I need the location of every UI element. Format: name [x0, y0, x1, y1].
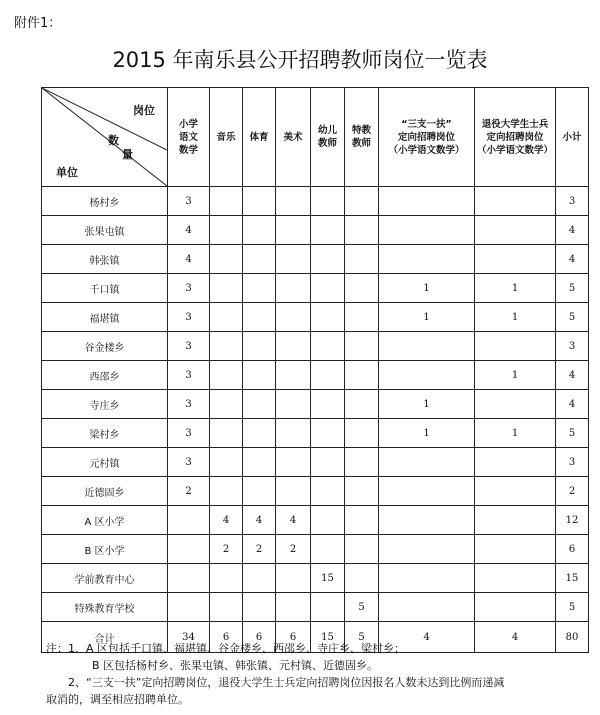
value-cell [475, 535, 556, 564]
value-cell: 3 [168, 419, 210, 448]
value-cell: 3 [168, 361, 210, 390]
value-cell [345, 274, 379, 303]
value-cell: 5 [556, 419, 589, 448]
value-cell [276, 245, 311, 274]
value-cell [210, 564, 243, 593]
unit-cell: 韩张镇 [42, 245, 168, 274]
value-cell: 3 [168, 274, 210, 303]
table-row [42, 419, 589, 448]
value-cell: 2 [210, 535, 243, 564]
value-cell [210, 332, 243, 361]
value-cell [276, 303, 311, 332]
value-cell [475, 477, 556, 506]
unit-cell: 梁村乡 [42, 419, 168, 448]
unit-cell: 学前教育中心 [42, 564, 168, 593]
table-row [42, 361, 589, 390]
page-title: 2015 年南乐县公开招聘教师岗位一览表 [112, 48, 488, 72]
value-cell [311, 419, 345, 448]
value-cell [475, 332, 556, 361]
value-cell [475, 506, 556, 535]
value-cell [345, 187, 379, 216]
unit-cell: 西邵乡 [42, 361, 168, 390]
value-cell [276, 187, 311, 216]
value-cell [276, 593, 311, 622]
value-cell: 1 [475, 303, 556, 332]
value-cell [243, 245, 276, 274]
value-cell: 3 [556, 187, 589, 216]
value-cell: 80 [556, 622, 589, 653]
col-header-special-ed: 特教 教师 [345, 88, 379, 187]
value-cell [243, 216, 276, 245]
unit-cell: 合计 [42, 622, 168, 653]
value-cell: 5 [556, 303, 589, 332]
value-cell [379, 216, 475, 245]
value-cell: 4 [243, 506, 276, 535]
value-cell: 5 [556, 593, 589, 622]
value-cell [210, 216, 243, 245]
value-cell [210, 448, 243, 477]
unit-cell: 谷金楼乡 [42, 332, 168, 361]
value-cell: 4 [210, 506, 243, 535]
value-cell [243, 390, 276, 419]
value-cell [311, 361, 345, 390]
value-cell [243, 303, 276, 332]
value-cell [475, 448, 556, 477]
unit-cell: B 区小学 [42, 535, 168, 564]
value-cell [345, 216, 379, 245]
value-cell [345, 477, 379, 506]
value-cell [345, 390, 379, 419]
col-header-art: 美术 [276, 88, 311, 187]
value-cell: 1 [379, 274, 475, 303]
value-cell [210, 245, 243, 274]
table-row [42, 187, 589, 216]
value-cell: 15 [311, 564, 345, 593]
table-row [42, 477, 589, 506]
note-line-4: 取消的，调至相应招聘单位。 [46, 693, 189, 706]
value-cell [276, 448, 311, 477]
value-cell: 4 [556, 216, 589, 245]
unit-cell: 寺庄乡 [42, 390, 168, 419]
unit-cell: 特殊教育学校 [42, 593, 168, 622]
value-cell [168, 564, 210, 593]
value-cell: 2 [243, 535, 276, 564]
value-cell [276, 477, 311, 506]
value-cell [379, 245, 475, 274]
value-cell [243, 593, 276, 622]
value-cell [311, 593, 345, 622]
table-row [42, 274, 589, 303]
value-cell [311, 274, 345, 303]
value-cell [345, 332, 379, 361]
value-cell: 4 [168, 245, 210, 274]
value-cell [243, 419, 276, 448]
value-cell [276, 332, 311, 361]
note-line-3: 2、“三支一扶”定向招聘岗位，退役大学生士兵定向招聘岗位因报名人数未达到比例而递减 [68, 676, 505, 689]
value-cell [168, 506, 210, 535]
value-cell [276, 361, 311, 390]
col-header-subtotal: 小计 [556, 88, 589, 187]
value-cell [243, 332, 276, 361]
value-cell [345, 361, 379, 390]
value-cell [311, 245, 345, 274]
value-cell [210, 187, 243, 216]
value-cell: 1 [379, 390, 475, 419]
value-cell [475, 245, 556, 274]
unit-cell: 元村镇 [42, 448, 168, 477]
value-cell: 1 [379, 303, 475, 332]
value-cell: 4 [475, 622, 556, 653]
value-cell [210, 390, 243, 419]
value-cell [379, 187, 475, 216]
value-cell: 1 [475, 419, 556, 448]
value-cell: 5 [345, 622, 379, 653]
value-cell: 3 [168, 448, 210, 477]
value-cell: 1 [475, 274, 556, 303]
value-cell: 3 [556, 332, 589, 361]
table-row [42, 506, 589, 535]
table-row [42, 593, 589, 622]
value-cell [311, 506, 345, 535]
col-header-kindergarten: 幼儿 教师 [311, 88, 345, 187]
value-cell [276, 274, 311, 303]
value-cell [379, 593, 475, 622]
unit-cell: 福堪镇 [42, 303, 168, 332]
table-row [42, 216, 589, 245]
table-row [42, 535, 589, 564]
value-cell [345, 506, 379, 535]
value-cell [243, 448, 276, 477]
value-cell [311, 390, 345, 419]
value-cell: 3 [168, 187, 210, 216]
col-header-veteran: 退役大学生士兵 定向招聘岗位 （小学语文数学） [475, 88, 556, 187]
corner-count-label-2: 量 [122, 148, 133, 161]
value-cell [210, 593, 243, 622]
value-cell: 6 [556, 535, 589, 564]
value-cell [168, 593, 210, 622]
notes [46, 640, 594, 708]
value-cell: 4 [379, 622, 475, 653]
value-cell: 4 [168, 216, 210, 245]
value-cell: 6 [276, 622, 311, 653]
value-cell [345, 303, 379, 332]
value-cell: 15 [556, 564, 589, 593]
value-cell [311, 216, 345, 245]
value-cell: 4 [556, 245, 589, 274]
value-cell [345, 245, 379, 274]
value-cell [475, 390, 556, 419]
value-cell [379, 448, 475, 477]
value-cell [311, 448, 345, 477]
note-line-2: B 区包括杨村乡、张果屯镇、韩张镇、元村镇、近德固乡。 [92, 659, 379, 672]
value-cell [345, 564, 379, 593]
diagonal-header-cell [42, 88, 168, 187]
value-cell [276, 419, 311, 448]
value-cell [276, 216, 311, 245]
value-cell [379, 332, 475, 361]
value-cell [243, 477, 276, 506]
value-cell [345, 419, 379, 448]
positions-table [41, 87, 589, 653]
value-cell: 34 [168, 622, 210, 653]
value-cell [276, 390, 311, 419]
value-cell [379, 564, 475, 593]
value-cell [210, 361, 243, 390]
value-cell [311, 332, 345, 361]
value-cell: 15 [311, 622, 345, 653]
value-cell: 5 [345, 593, 379, 622]
col-header-music: 音乐 [210, 88, 243, 187]
value-cell [243, 274, 276, 303]
col-header-sanzhiyifu: “三支一扶” 定向招聘岗位 （小学语文数学） [379, 88, 475, 187]
value-cell: 6 [243, 622, 276, 653]
value-cell [475, 564, 556, 593]
unit-cell: 张果屯镇 [42, 216, 168, 245]
value-cell: 3 [168, 332, 210, 361]
value-cell [345, 448, 379, 477]
table-row [42, 564, 589, 593]
value-cell [475, 593, 556, 622]
value-cell [210, 419, 243, 448]
value-cell: 1 [379, 419, 475, 448]
value-cell [210, 303, 243, 332]
value-cell [379, 477, 475, 506]
table-row [42, 303, 589, 332]
attachment-label: 附件1： [14, 16, 62, 31]
value-cell [379, 535, 475, 564]
value-cell [243, 564, 276, 593]
value-cell: 4 [276, 506, 311, 535]
value-cell [276, 564, 311, 593]
table-row [42, 332, 589, 361]
value-cell: 2 [276, 535, 311, 564]
value-cell [475, 187, 556, 216]
note-line-1: 注：1、A 区包括千口镇、福堪镇、谷金楼乡、西邵乡、寺庄乡、梁村乡； [46, 642, 406, 655]
value-cell [311, 187, 345, 216]
value-cell [210, 274, 243, 303]
unit-cell: A 区小学 [42, 506, 168, 535]
value-cell [210, 477, 243, 506]
value-cell: 4 [556, 361, 589, 390]
value-cell: 1 [475, 361, 556, 390]
value-cell: 3 [556, 448, 589, 477]
unit-cell: 杨村乡 [42, 187, 168, 216]
table-body [42, 187, 589, 653]
value-cell [475, 216, 556, 245]
value-cell: 6 [210, 622, 243, 653]
table-row [42, 245, 589, 274]
corner-unit-label: 单位 [56, 166, 78, 179]
header-row [42, 88, 589, 187]
value-cell [379, 361, 475, 390]
table-row [42, 448, 589, 477]
value-cell [243, 361, 276, 390]
value-cell: 3 [168, 390, 210, 419]
value-cell: 2 [556, 477, 589, 506]
value-cell: 5 [556, 274, 589, 303]
value-cell: 12 [556, 506, 589, 535]
col-header-pe: 体育 [243, 88, 276, 187]
value-cell [311, 477, 345, 506]
value-cell [168, 535, 210, 564]
corner-count-label-1: 数 [108, 134, 119, 147]
value-cell [379, 506, 475, 535]
value-cell [345, 535, 379, 564]
col-header-primary-chinese-math: 小学 语文 数学 [168, 88, 210, 187]
value-cell: 4 [556, 390, 589, 419]
unit-cell: 近德固乡 [42, 477, 168, 506]
value-cell [311, 303, 345, 332]
value-cell: 2 [168, 477, 210, 506]
table-row [42, 390, 589, 419]
unit-cell: 千口镇 [42, 274, 168, 303]
value-cell [311, 535, 345, 564]
value-cell: 3 [168, 303, 210, 332]
value-cell [243, 187, 276, 216]
corner-position-label: 岗位 [133, 104, 155, 117]
